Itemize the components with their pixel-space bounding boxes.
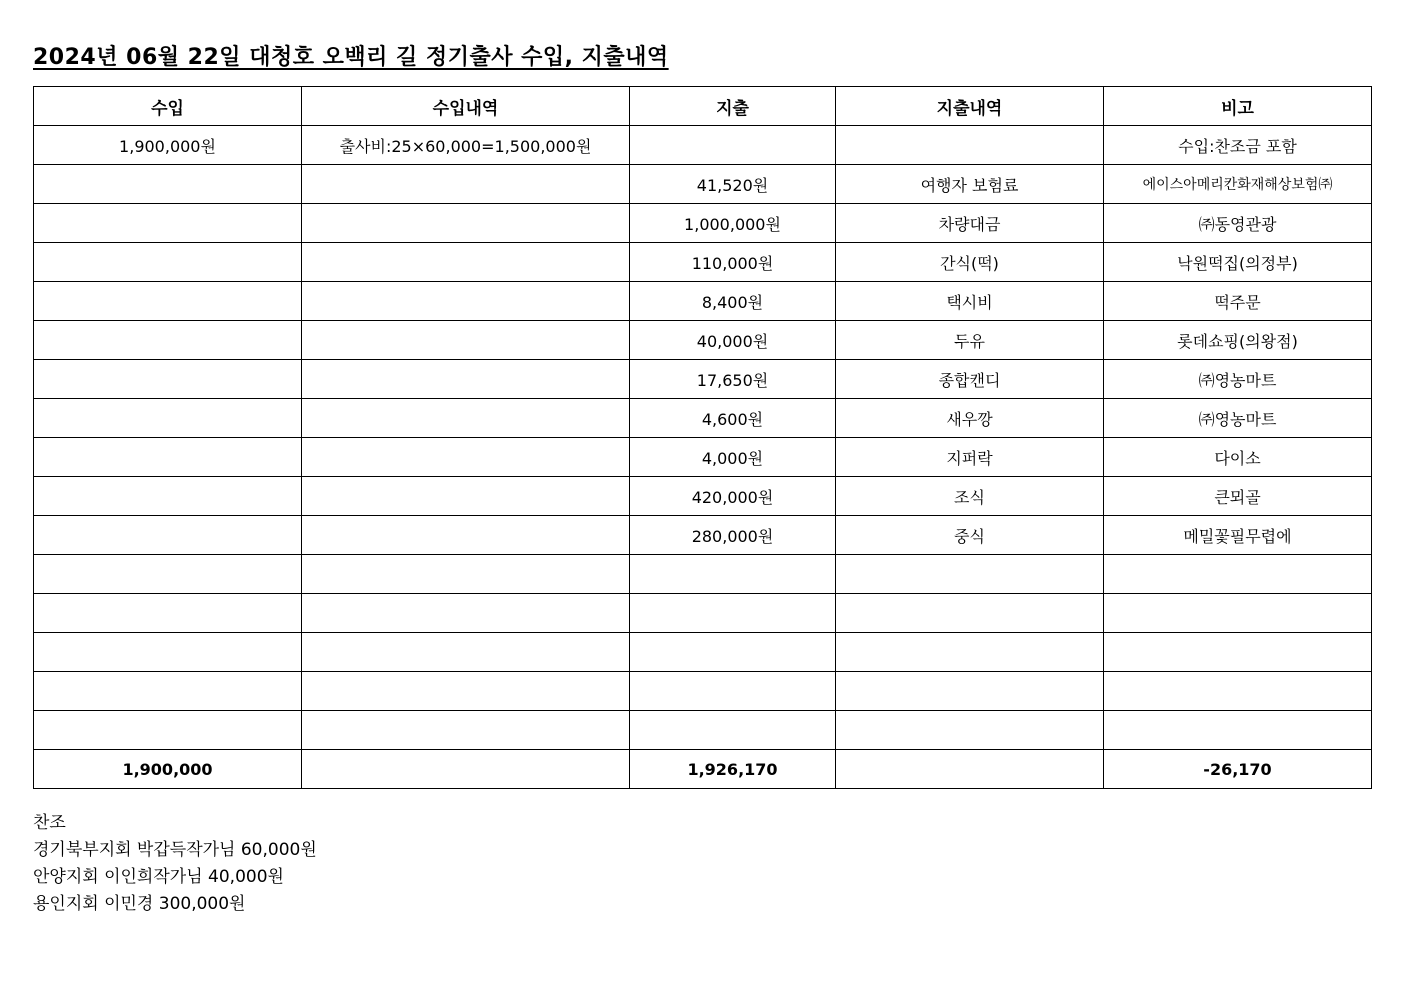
balance: -26,170 xyxy=(1104,750,1372,789)
expense-detail-cell: 새우깡 xyxy=(836,399,1104,438)
table-row xyxy=(34,165,1372,204)
income-detail-cell xyxy=(302,516,630,555)
income-detail-cell xyxy=(302,594,630,633)
expense-cell: 40,000원 xyxy=(630,321,836,360)
remarks-cell: ㈜영농마트 xyxy=(1104,360,1372,399)
notes-heading: 찬조 xyxy=(33,813,66,833)
income-cell: 1,900,000원 xyxy=(34,126,302,165)
expense-cell xyxy=(630,633,836,672)
header-income: 수입 xyxy=(34,87,302,126)
total-row xyxy=(34,750,1372,789)
remarks-cell: ㈜동영관광 xyxy=(1104,204,1372,243)
expense-detail-cell: 조식 xyxy=(836,477,1104,516)
document-title: 2024년 06월 22일 대청호 오백리 길 정기출사 수입, 지출내역 xyxy=(33,45,669,70)
expense-detail-cell: 중식 xyxy=(836,516,1104,555)
expense-detail-cell: 두유 xyxy=(836,321,1104,360)
income-detail-cell xyxy=(302,555,630,594)
income-cell xyxy=(34,399,302,438)
expense-detail-cell: 간식(떡) xyxy=(836,243,1104,282)
remarks-cell: 큰뫼골 xyxy=(1104,477,1372,516)
income-cell xyxy=(34,477,302,516)
income-detail-cell xyxy=(302,477,630,516)
income-detail-cell xyxy=(302,321,630,360)
table-row xyxy=(34,126,1372,165)
expense-detail-cell: 여행자 보험료 xyxy=(836,165,1104,204)
expense-cell: 1,000,000원 xyxy=(630,204,836,243)
income-cell xyxy=(34,204,302,243)
expense-cell: 8,400원 xyxy=(630,282,836,321)
note-line: 안양지회 이인희작가님 40,000원 xyxy=(33,867,284,887)
table-row xyxy=(34,204,1372,243)
expense-cell xyxy=(630,672,836,711)
income-detail-cell xyxy=(302,360,630,399)
income-cell xyxy=(34,711,302,750)
table-row xyxy=(34,672,1372,711)
income-cell xyxy=(34,555,302,594)
total-expense: 1,926,170 xyxy=(630,750,836,789)
table-row xyxy=(34,633,1372,672)
remarks-cell: 낙원떡집(의정부) xyxy=(1104,243,1372,282)
income-cell xyxy=(34,321,302,360)
expense-detail-cell: 종합캔디 xyxy=(836,360,1104,399)
remarks-cell xyxy=(1104,633,1372,672)
table-row xyxy=(34,516,1372,555)
expense-detail-cell xyxy=(836,711,1104,750)
expense-cell: 4,600원 xyxy=(630,399,836,438)
remarks-cell: 떡주문 xyxy=(1104,282,1372,321)
remarks-cell: 에이스아메리칸화재해상보험㈜ xyxy=(1104,165,1372,204)
header-expense: 지출 xyxy=(630,87,836,126)
income-detail-cell xyxy=(302,204,630,243)
expense-detail-cell: 택시비 xyxy=(836,282,1104,321)
table-row xyxy=(34,360,1372,399)
remarks-cell: 롯데쇼핑(의왕점) xyxy=(1104,321,1372,360)
expense-cell: 280,000원 xyxy=(630,516,836,555)
expense-cell: 110,000원 xyxy=(630,243,836,282)
remarks-cell xyxy=(1104,711,1372,750)
expense-cell: 17,650원 xyxy=(630,360,836,399)
table-row xyxy=(34,243,1372,282)
table-row xyxy=(34,594,1372,633)
remarks-cell xyxy=(1104,594,1372,633)
header-row xyxy=(34,87,1372,126)
remarks-cell xyxy=(1104,555,1372,594)
expense-detail-cell xyxy=(836,126,1104,165)
remarks-cell: 다이소 xyxy=(1104,438,1372,477)
income-cell xyxy=(34,282,302,321)
expense-detail-cell xyxy=(836,633,1104,672)
expense-detail-cell: 차량대금 xyxy=(836,204,1104,243)
expense-cell xyxy=(630,126,836,165)
note-line: 경기북부지회 박갑득작가님 60,000원 xyxy=(33,840,317,860)
remarks-cell xyxy=(1104,672,1372,711)
income-cell xyxy=(34,438,302,477)
expense-cell xyxy=(630,594,836,633)
expense-detail-cell xyxy=(836,555,1104,594)
income-cell xyxy=(34,360,302,399)
income-cell xyxy=(34,165,302,204)
table-row xyxy=(34,321,1372,360)
income-detail-cell xyxy=(302,438,630,477)
header-expense-detail: 지출내역 xyxy=(836,87,1104,126)
income-detail-cell xyxy=(302,282,630,321)
header-remarks: 비고 xyxy=(1104,87,1372,126)
table-row xyxy=(34,477,1372,516)
income-cell xyxy=(34,633,302,672)
expense-cell: 420,000원 xyxy=(630,477,836,516)
table-row xyxy=(34,399,1372,438)
income-detail-cell: 출사비:25×60,000=1,500,000원 xyxy=(302,126,630,165)
income-detail-cell xyxy=(302,633,630,672)
expense-cell: 4,000원 xyxy=(630,438,836,477)
expense-detail-cell xyxy=(836,672,1104,711)
total-income: 1,900,000 xyxy=(34,750,302,789)
income-cell xyxy=(34,672,302,711)
income-detail-cell xyxy=(302,672,630,711)
income-cell xyxy=(34,243,302,282)
expense-cell xyxy=(630,555,836,594)
note-line: 용인지회 이민경 300,000원 xyxy=(33,894,246,914)
table-row xyxy=(34,711,1372,750)
ledger-table xyxy=(33,86,1372,789)
expense-detail-cell: 지퍼락 xyxy=(836,438,1104,477)
expense-detail-cell xyxy=(836,594,1104,633)
income-cell xyxy=(34,594,302,633)
income-cell xyxy=(34,516,302,555)
remarks-cell: ㈜영농마트 xyxy=(1104,399,1372,438)
total-expense-detail xyxy=(836,750,1104,789)
sponsorship-notes xyxy=(33,810,317,918)
remarks-cell: 메밀꽃필무렵에 xyxy=(1104,516,1372,555)
header-income-detail: 수입내역 xyxy=(302,87,630,126)
total-income-detail xyxy=(302,750,630,789)
income-detail-cell xyxy=(302,243,630,282)
income-detail-cell xyxy=(302,399,630,438)
income-detail-cell xyxy=(302,711,630,750)
table-row xyxy=(34,438,1372,477)
table-row xyxy=(34,555,1372,594)
table-row xyxy=(34,282,1372,321)
remarks-cell: 수입:찬조금 포함 xyxy=(1104,126,1372,165)
expense-cell: 41,520원 xyxy=(630,165,836,204)
expense-cell xyxy=(630,711,836,750)
income-detail-cell xyxy=(302,165,630,204)
